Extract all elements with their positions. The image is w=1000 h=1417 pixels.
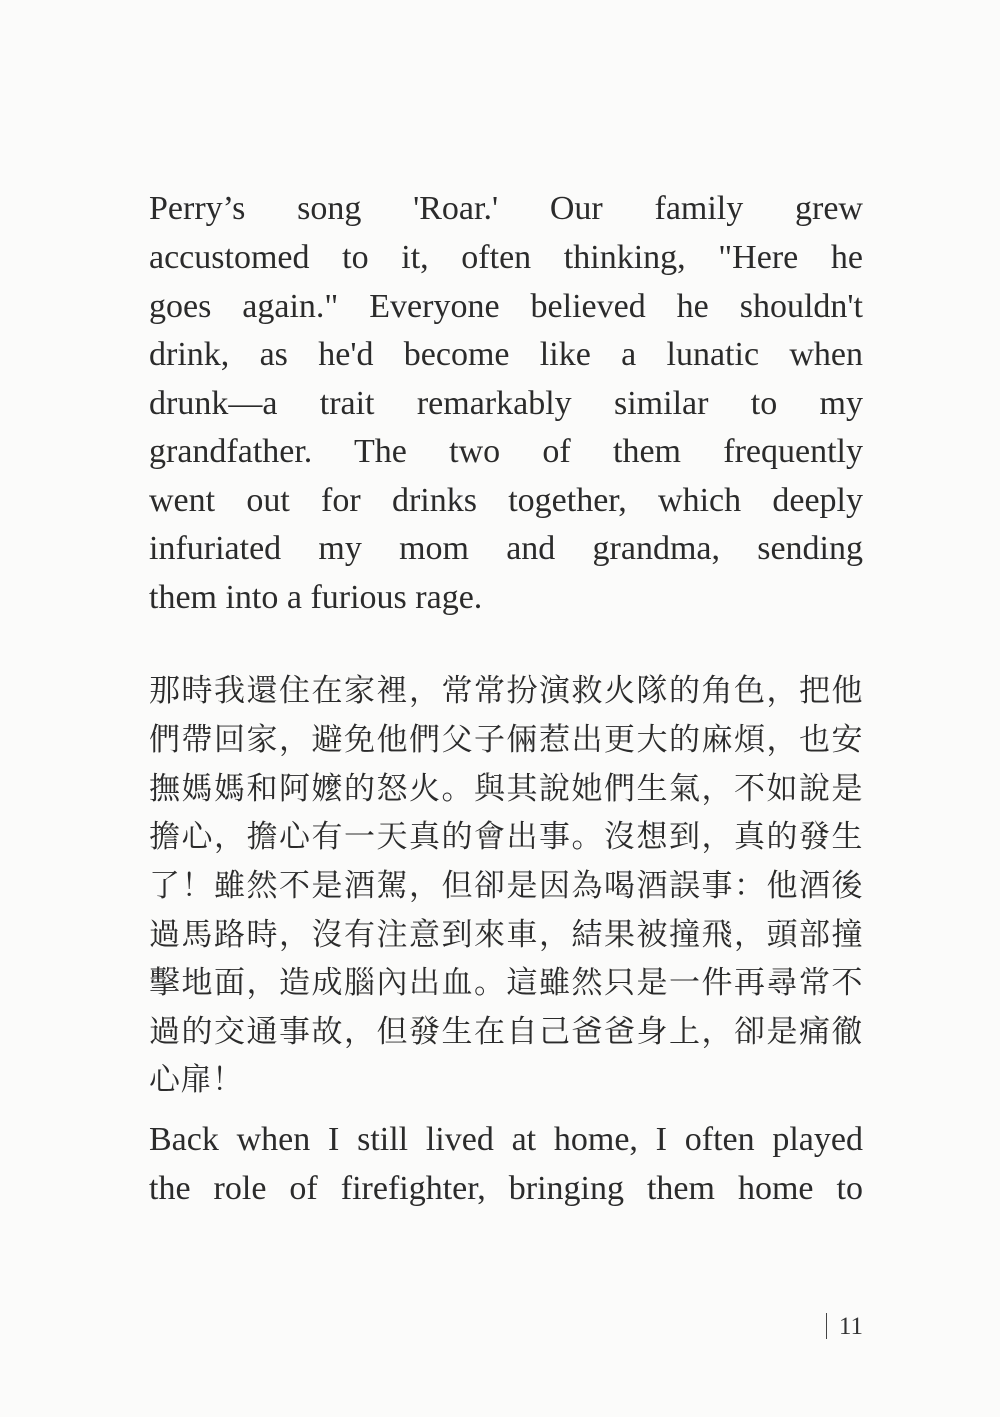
- text-line: 心扉！: [149, 1062, 244, 1098]
- text-line: accustomed to it, often thinking, "Here he: [149, 239, 863, 276]
- text-line: 了！雖然不是酒駕，但卻是因為喝酒誤事：他酒後: [149, 868, 863, 904]
- text-line: 擊地面，造成腦內出血。這雖然只是一件再尋常不: [149, 965, 863, 1001]
- text-line: the role of firefighter, bringing them home to: [149, 1170, 863, 1207]
- text-line: drink, as he'd become like a lunatic when: [149, 336, 863, 373]
- text-line: drunk—a trait remarkably similar to my: [149, 385, 863, 422]
- text-line: 過的交通事故，但發生在自己爸爸身上，卻是痛徹: [149, 1014, 863, 1050]
- text-line: infuriated my mom and grandma, sending: [149, 530, 863, 567]
- text-line: went out for drinks together, which deeply: [149, 482, 863, 519]
- text-line: 那時我還住在家裡，常常扮演救火隊的角色，把他: [149, 673, 863, 709]
- text-line: Back when I still lived at home, I often played: [149, 1121, 863, 1158]
- text-line: goes again." Everyone believed he shouldn't: [149, 288, 863, 325]
- page-number-text: 11: [838, 1313, 863, 1340]
- text-line: Perry’s song 'Roar.' Our family grew: [149, 190, 863, 227]
- text-line: 過馬路時，沒有注意到來車，結果被撞飛，頭部撞: [149, 917, 863, 953]
- text-line: them into a furious rage.: [149, 579, 483, 616]
- text-line: grandfather. The two of them frequently: [149, 433, 863, 470]
- text-line: 擔心，擔心有一天真的會出事。沒想到，真的發生: [149, 819, 863, 855]
- page-number: [826, 1313, 863, 1341]
- text-line: 們帶回家，避免他們父子倆惹出更大的麻煩，也安: [149, 722, 863, 758]
- text-line: 撫媽媽和阿嬤的怒火。與其說她們生氣，不如說是: [149, 771, 863, 807]
- folio-divider: [826, 1313, 827, 1339]
